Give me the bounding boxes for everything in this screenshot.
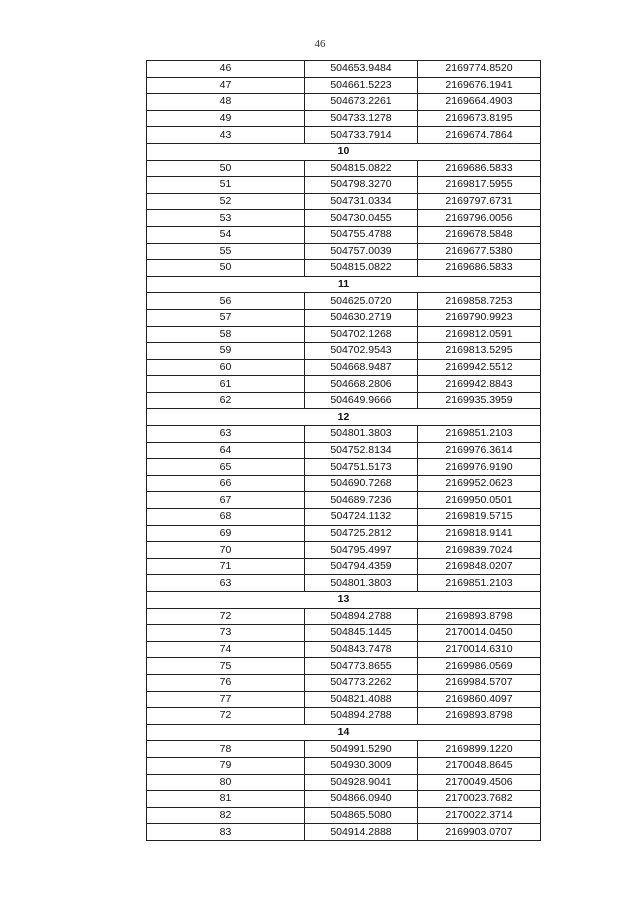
point-number-cell: 62: [147, 392, 305, 409]
y-coordinate-cell: 2169860.4097: [418, 691, 541, 708]
x-coordinate-cell: 504795.4997: [305, 542, 418, 559]
x-coordinate-cell: 504724.1132: [305, 509, 418, 526]
y-coordinate-cell: 2169796.0056: [418, 210, 541, 227]
point-number-cell: 74: [147, 641, 305, 658]
point-number-cell: 55: [147, 243, 305, 260]
y-coordinate-cell: 2169797.6731: [418, 193, 541, 210]
y-coordinate-cell: 2169673.8195: [418, 110, 541, 127]
y-coordinate-cell: 2169664.4903: [418, 94, 541, 111]
y-coordinate-cell: 2170049.4506: [418, 774, 541, 791]
table-row: [147, 309, 541, 326]
table-row: [147, 608, 541, 625]
table-row: [147, 824, 541, 841]
y-coordinate-cell: 2169812.0591: [418, 326, 541, 343]
table-row: [147, 509, 541, 526]
group-label: 14: [147, 724, 541, 741]
table-row: [147, 177, 541, 194]
y-coordinate-cell: 2169851.2103: [418, 575, 541, 592]
point-number-cell: 72: [147, 708, 305, 725]
table-row: [147, 61, 541, 78]
group-header-row: [147, 409, 541, 426]
point-number-cell: 77: [147, 691, 305, 708]
point-number-cell: 66: [147, 475, 305, 492]
group-label: 12: [147, 409, 541, 426]
y-coordinate-cell: 2169817.5955: [418, 177, 541, 194]
point-number-cell: 69: [147, 525, 305, 542]
point-number-cell: 73: [147, 625, 305, 642]
point-number-cell: 54: [147, 226, 305, 243]
x-coordinate-cell: 504801.3803: [305, 575, 418, 592]
table-row: [147, 94, 541, 111]
x-coordinate-cell: 504894.2788: [305, 608, 418, 625]
y-coordinate-cell: 2170014.0450: [418, 625, 541, 642]
x-coordinate-cell: 504653.9484: [305, 61, 418, 78]
x-coordinate-cell: 504815.0822: [305, 260, 418, 277]
table-row: [147, 359, 541, 376]
point-number-cell: 79: [147, 757, 305, 774]
point-number-cell: 72: [147, 608, 305, 625]
x-coordinate-cell: 504690.7268: [305, 475, 418, 492]
x-coordinate-cell: 504894.2788: [305, 708, 418, 725]
point-number-cell: 64: [147, 442, 305, 459]
table-row: [147, 757, 541, 774]
y-coordinate-cell: 2169851.2103: [418, 426, 541, 443]
point-number-cell: 83: [147, 824, 305, 841]
x-coordinate-cell: 504866.0940: [305, 791, 418, 808]
y-coordinate-cell: 2169893.8798: [418, 708, 541, 725]
y-coordinate-cell: 2169976.3614: [418, 442, 541, 459]
point-number-cell: 49: [147, 110, 305, 127]
y-coordinate-cell: 2169790.9923: [418, 309, 541, 326]
point-number-cell: 60: [147, 359, 305, 376]
point-number-cell: 81: [147, 791, 305, 808]
table-row: [147, 193, 541, 210]
table-row: [147, 127, 541, 144]
point-number-cell: 56: [147, 293, 305, 310]
point-number-cell: 58: [147, 326, 305, 343]
table-row: [147, 807, 541, 824]
point-number-cell: 68: [147, 509, 305, 526]
y-coordinate-cell: 2170048.8645: [418, 757, 541, 774]
point-number-cell: 52: [147, 193, 305, 210]
table-row: [147, 625, 541, 642]
y-coordinate-cell: 2169935.3959: [418, 392, 541, 409]
point-number-cell: 59: [147, 343, 305, 360]
point-number-cell: 48: [147, 94, 305, 111]
table-row: [147, 243, 541, 260]
group-header-row: [147, 143, 541, 160]
page-number: 46: [314, 38, 326, 50]
table-row: [147, 641, 541, 658]
table-row: [147, 343, 541, 360]
table-row: [147, 658, 541, 675]
x-coordinate-cell: 504668.9487: [305, 359, 418, 376]
y-coordinate-cell: 2169813.5295: [418, 343, 541, 360]
x-coordinate-cell: 504991.5290: [305, 741, 418, 758]
table-row: [147, 210, 541, 227]
point-number-cell: 57: [147, 309, 305, 326]
table-row: [147, 459, 541, 476]
point-number-cell: 63: [147, 575, 305, 592]
table-row: [147, 774, 541, 791]
point-number-cell: 67: [147, 492, 305, 509]
point-number-cell: 80: [147, 774, 305, 791]
x-coordinate-cell: 504773.2262: [305, 674, 418, 691]
table-row: [147, 741, 541, 758]
y-coordinate-cell: 2169903.0707: [418, 824, 541, 841]
point-number-cell: 61: [147, 376, 305, 393]
x-coordinate-cell: 504673.2261: [305, 94, 418, 111]
group-label: 13: [147, 592, 541, 609]
y-coordinate-cell: 2169818.9141: [418, 525, 541, 542]
table-row: [147, 691, 541, 708]
y-coordinate-cell: 2169848.0207: [418, 558, 541, 575]
point-number-cell: 63: [147, 426, 305, 443]
x-coordinate-cell: 504730.0455: [305, 210, 418, 227]
x-coordinate-cell: 504751.5173: [305, 459, 418, 476]
x-coordinate-cell: 504755.4788: [305, 226, 418, 243]
x-coordinate-cell: 504815.0822: [305, 160, 418, 177]
y-coordinate-cell: 2169942.8843: [418, 376, 541, 393]
group-label: 10: [147, 143, 541, 160]
y-coordinate-cell: 2170014.6310: [418, 641, 541, 658]
y-coordinate-cell: 2169942.5512: [418, 359, 541, 376]
x-coordinate-cell: 504821.4088: [305, 691, 418, 708]
y-coordinate-cell: 2169858.7253: [418, 293, 541, 310]
point-number-cell: 65: [147, 459, 305, 476]
x-coordinate-cell: 504928.9041: [305, 774, 418, 791]
x-coordinate-cell: 504689.7236: [305, 492, 418, 509]
point-number-cell: 47: [147, 77, 305, 94]
point-number-cell: 70: [147, 542, 305, 559]
table-row: [147, 674, 541, 691]
point-number-cell: 43: [147, 127, 305, 144]
y-coordinate-cell: 2169839.7024: [418, 542, 541, 559]
table-row: [147, 160, 541, 177]
table-row: [147, 791, 541, 808]
x-coordinate-cell: 504843.7478: [305, 641, 418, 658]
table-row: [147, 475, 541, 492]
x-coordinate-cell: 504630.2719: [305, 309, 418, 326]
x-coordinate-cell: 504702.9543: [305, 343, 418, 360]
table-row: [147, 110, 541, 127]
x-coordinate-cell: 504798.3270: [305, 177, 418, 194]
table-row: [147, 542, 541, 559]
table-row: [147, 326, 541, 343]
y-coordinate-cell: 2169678.5848: [418, 226, 541, 243]
point-number-cell: 53: [147, 210, 305, 227]
x-coordinate-cell: 504661.5223: [305, 77, 418, 94]
y-coordinate-cell: 2170022.3714: [418, 807, 541, 824]
y-coordinate-cell: 2169976.9190: [418, 459, 541, 476]
y-coordinate-cell: 2169677.5380: [418, 243, 541, 260]
table-row: [147, 525, 541, 542]
y-coordinate-cell: 2170023.7682: [418, 791, 541, 808]
table-row: [147, 575, 541, 592]
point-number-cell: 51: [147, 177, 305, 194]
x-coordinate-cell: 504801.3803: [305, 426, 418, 443]
point-number-cell: 78: [147, 741, 305, 758]
point-number-cell: 76: [147, 674, 305, 691]
group-label: 11: [147, 276, 541, 293]
y-coordinate-cell: 2169819.5715: [418, 509, 541, 526]
x-coordinate-cell: 504731.0334: [305, 193, 418, 210]
table-row: [147, 442, 541, 459]
x-coordinate-cell: 504733.1278: [305, 110, 418, 127]
point-number-cell: 50: [147, 160, 305, 177]
y-coordinate-cell: 2169686.5833: [418, 260, 541, 277]
x-coordinate-cell: 504914.2888: [305, 824, 418, 841]
x-coordinate-cell: 504752.8134: [305, 442, 418, 459]
x-coordinate-cell: 504649.9666: [305, 392, 418, 409]
y-coordinate-cell: 2169893.8798: [418, 608, 541, 625]
table-row: [147, 293, 541, 310]
table-row: [147, 77, 541, 94]
x-coordinate-cell: 504865.5080: [305, 807, 418, 824]
table-row: [147, 260, 541, 277]
x-coordinate-cell: 504733.7914: [305, 127, 418, 144]
table-row: [147, 558, 541, 575]
table-row: [147, 426, 541, 443]
x-coordinate-cell: 504794.4359: [305, 558, 418, 575]
table-row: [147, 492, 541, 509]
table-row: [147, 392, 541, 409]
y-coordinate-cell: 2169984.5707: [418, 674, 541, 691]
y-coordinate-cell: 2169952.0623: [418, 475, 541, 492]
y-coordinate-cell: 2169950.0501: [418, 492, 541, 509]
group-header-row: [147, 276, 541, 293]
y-coordinate-cell: 2169686.5833: [418, 160, 541, 177]
y-coordinate-cell: 2169774.8520: [418, 61, 541, 78]
x-coordinate-cell: 504930.3009: [305, 757, 418, 774]
point-number-cell: 46: [147, 61, 305, 78]
point-number-cell: 50: [147, 260, 305, 277]
point-number-cell: 75: [147, 658, 305, 675]
x-coordinate-cell: 504773.8655: [305, 658, 418, 675]
coordinates-table: [146, 60, 541, 841]
x-coordinate-cell: 504845.1445: [305, 625, 418, 642]
x-coordinate-cell: 504668.2806: [305, 376, 418, 393]
x-coordinate-cell: 504625.0720: [305, 293, 418, 310]
group-header-row: [147, 724, 541, 741]
y-coordinate-cell: 2169899.1220: [418, 741, 541, 758]
point-number-cell: 71: [147, 558, 305, 575]
group-header-row: [147, 592, 541, 609]
table-row: [147, 226, 541, 243]
coordinates-table-body: [147, 61, 541, 841]
y-coordinate-cell: 2169674.7864: [418, 127, 541, 144]
y-coordinate-cell: 2169986.0569: [418, 658, 541, 675]
x-coordinate-cell: 504702.1268: [305, 326, 418, 343]
x-coordinate-cell: 504757.0039: [305, 243, 418, 260]
point-number-cell: 82: [147, 807, 305, 824]
table-row: [147, 708, 541, 725]
y-coordinate-cell: 2169676.1941: [418, 77, 541, 94]
x-coordinate-cell: 504725.2812: [305, 525, 418, 542]
table-row: [147, 376, 541, 393]
